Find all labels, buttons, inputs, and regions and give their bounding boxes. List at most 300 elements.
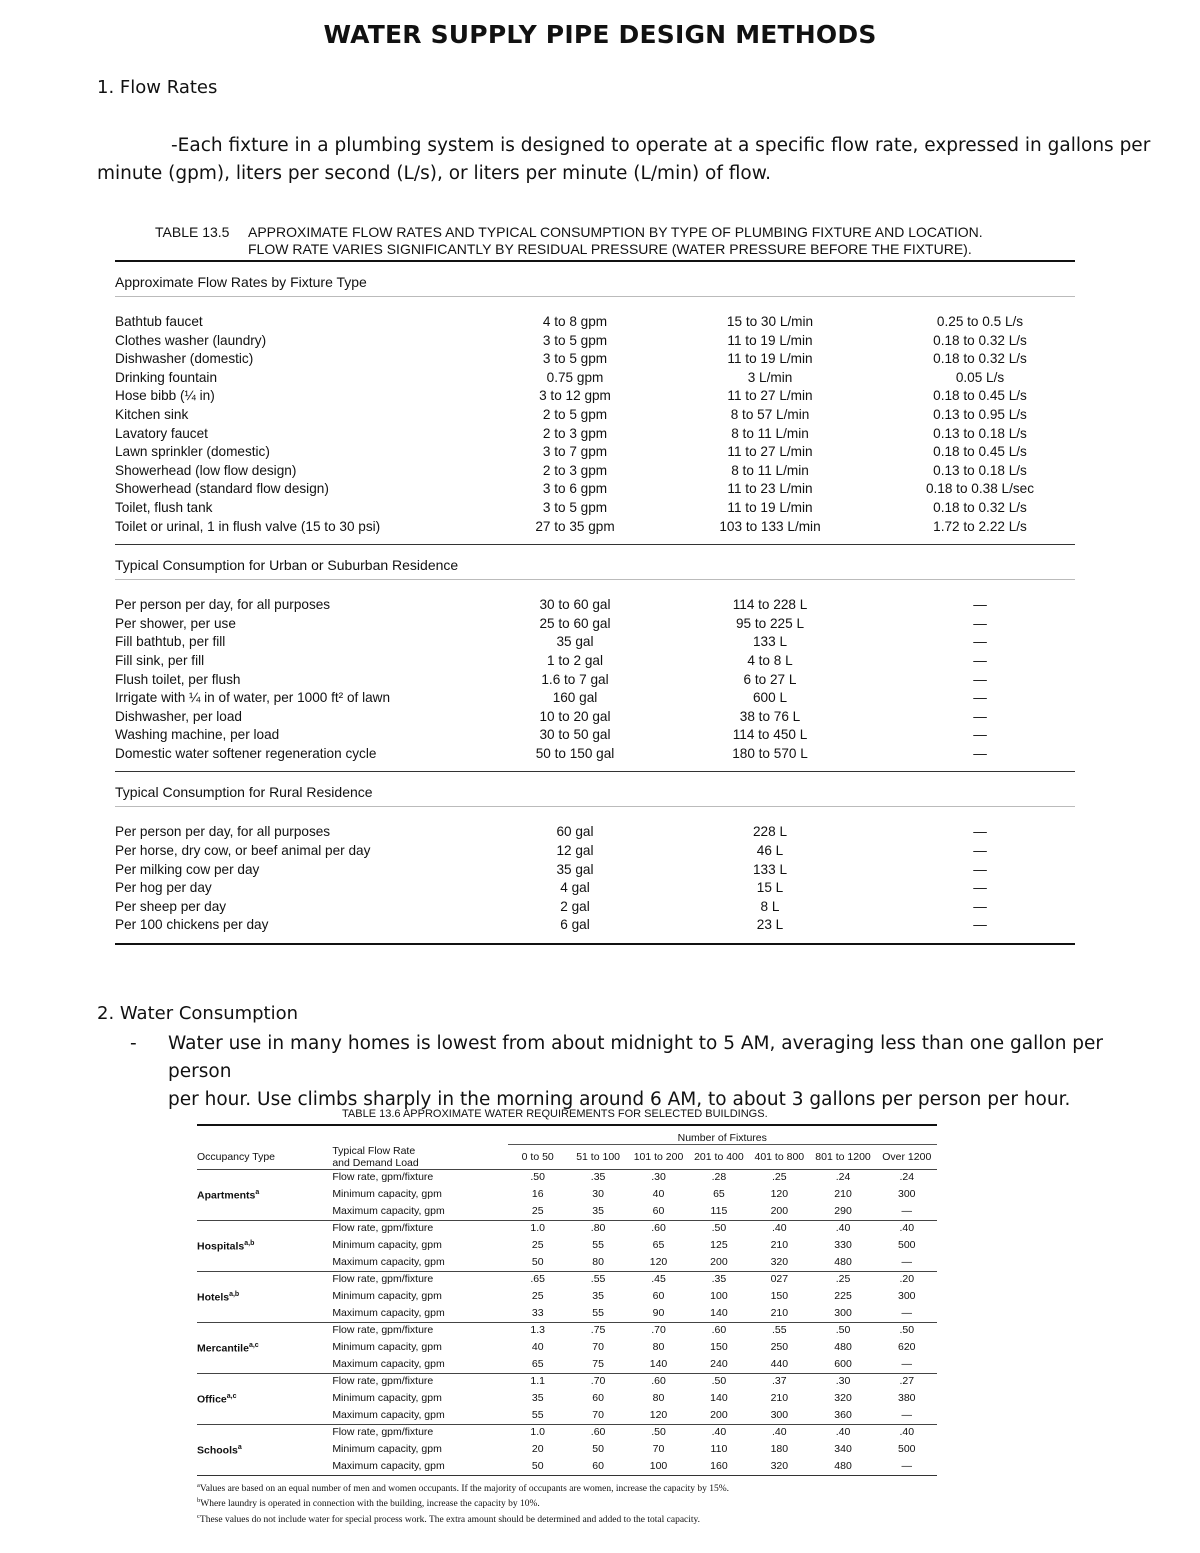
table-cell: 200 [710,1256,728,1268]
table-13-5-group-table [115,823,1075,935]
table-13-5 [115,222,1075,945]
table-row [197,1440,937,1459]
table-cell: 210 [834,1187,852,1200]
occupancy-type-empty [197,1306,332,1322]
table-cell: — [973,652,987,668]
table-row [197,1459,937,1475]
table-cell: — [973,615,987,631]
table-cell: .28 [689,1169,749,1185]
table-cell: 80 [592,1256,604,1268]
table-cell: 1.1 [508,1373,568,1389]
table-cell: 65 [652,1238,665,1251]
table-cell: 114 to 228 L [732,597,808,613]
table-cell: 30 to 50 gal [539,727,611,743]
table-cell: Per hog per day [115,880,212,896]
table-row [115,369,1075,388]
table-row [115,596,1075,615]
table-cell: 500 [898,1238,916,1251]
table-cell: 1.0 [508,1220,568,1236]
footnote-text: Where laundry is operated in connection with the building, increase the capacity by 10%. [200,1499,540,1510]
table-cell: 30 to 60 gal [539,597,611,613]
table-cell: 15 to 30 L/min [726,314,814,329]
table-cell: Irrigate with ¼ in of water, per 1000 ft² of lawn [115,690,391,706]
table-cell: .55 [749,1322,809,1338]
table-cell: Per sheep per day [115,898,227,914]
table-cell: Bathtub faucet [115,314,203,329]
table-13-5-caption [115,222,1075,260]
table-cell: 3 to 12 gpm [539,388,611,404]
table-cell: 55 [592,1307,604,1319]
table-cell: 480 [834,1340,852,1353]
table-cell: 120 [649,1409,668,1421]
table-cell: 140 [710,1391,728,1404]
table-cell: 11 to 19 L/min [727,351,813,367]
table-cell: .20 [877,1271,937,1287]
table-row [197,1389,937,1408]
table-cell: 50 [531,1256,544,1268]
footnote-mark: c [197,1512,200,1520]
table-cell: 70 [592,1409,604,1421]
table-cell: Toilet or urinal, 1 in flush valve (15 to 30 psi) [115,518,381,534]
table-cell: 33 [531,1307,544,1319]
section-2-paragraph [168,1030,1168,1114]
metric-label: Flow rate, gpm/fixture [332,1220,507,1236]
occupancy-type-empty [197,1424,332,1440]
table-row [115,332,1075,351]
table-cell: — [973,824,987,840]
metric-label: Minimum capacity, gpm [332,1187,442,1200]
footnote [197,1480,937,1496]
table-row [115,443,1075,462]
table-cell: 100 [649,1460,668,1472]
table-13-5-group-title: Typical Consumption for Urban or Suburban Residence [115,557,459,574]
table-cell: 100 [710,1289,728,1302]
table-row [197,1169,937,1185]
table-row [197,1322,937,1338]
occupancy-type [197,1236,332,1255]
table-cell: 35 gal [556,861,594,877]
table-cell: Clothes washer (laundry) [115,332,267,348]
table-cell: .80 [568,1220,628,1236]
table-cell: 15 L [756,880,784,896]
table-cell: Per milking cow per day [115,861,260,877]
table-cell: .40 [877,1220,937,1236]
table-cell: 11 to 27 L/min [727,388,813,404]
number-of-fixtures-header: Number of Fixtures [508,1126,938,1145]
metric-label: Maximum capacity, gpm [332,1409,445,1421]
table-cell: 55 [531,1409,544,1421]
occupancy-type-empty [197,1271,332,1287]
range-header: 401 to 800 [754,1150,805,1163]
table-cell: 10 to 20 gal [539,708,611,724]
table-cell: Per shower, per use [115,615,236,631]
table-cell: 0.18 to 0.32 L/s [933,351,1027,367]
table-row [197,1271,937,1287]
table-cell: Lavatory faucet [115,425,208,441]
table-cell: Domestic water softener regeneration cycle [115,745,377,761]
table-cell: 115 [710,1205,728,1217]
table-row [197,1357,937,1373]
table-cell: 12 gal [556,843,594,859]
table-row [197,1255,937,1271]
table-cell: .50 [508,1169,568,1185]
table-13-5-caption-line-1: APPROXIMATE FLOW RATES AND TYPICAL CONSUMPTION BY TYPE OF PLUMBING FIXTURE AND LOCATION. [248,224,983,240]
table-cell: 60 [652,1205,665,1217]
table-row [115,387,1075,406]
table-row [115,726,1075,745]
table-cell: 3 L/min [747,369,793,385]
table-cell: .35 [568,1169,628,1185]
table-row [115,480,1075,499]
section-2-paragraph-line-1: Water use in many homes is lowest from about midnight to 5 AM, averaging less than one gallon per person [168,1033,1104,1082]
table-cell: — [973,690,987,706]
table-cell: 3 to 5 gpm [542,499,608,515]
table-row [197,1373,937,1389]
section-2-bullet: - [130,1033,137,1054]
table-cell: 120 [770,1187,789,1200]
table-cell: 8 to 11 L/min [731,462,809,478]
range-header: Over 1200 [882,1150,932,1163]
table-cell: .40 [810,1220,877,1236]
metric-label: Maximum capacity, gpm [332,1460,445,1472]
table-cell: 8 L [760,898,780,914]
table-cell: .40 [749,1220,809,1236]
table-cell: 55 [592,1238,604,1251]
occupancy-name: Mercantile [197,1342,249,1355]
metric-label: Maximum capacity, gpm [332,1307,445,1319]
table-row [197,1338,937,1357]
table-cell: Fill bathtub, per fill [115,634,226,650]
table-13-5-caption-text [248,224,1048,258]
table-13-5-group-end-rule [115,943,1075,945]
occupancy-type-empty [197,1220,332,1236]
table-cell: 240 [710,1358,728,1370]
table-cell: .40 [810,1424,877,1440]
table-cell: 75 [592,1358,604,1370]
table-cell: .24 [810,1169,877,1185]
table-row [197,1236,937,1255]
table-row [197,1220,937,1236]
table-cell: Hose bibb (¼ in) [115,388,215,404]
table-cell: Per person per day, for all purposes [115,824,331,840]
table-cell: .70 [568,1373,628,1389]
table-cell: .65 [508,1271,568,1287]
table-cell: 210 [770,1307,789,1319]
table-cell: 0.18 to 0.45 L/s [933,388,1027,404]
table-cell: 50 [592,1442,604,1455]
table-row [115,745,1075,764]
table-cell: 4 to 8 L [747,652,793,668]
metric-label: Minimum capacity, gpm [332,1238,442,1251]
footnote [197,1511,937,1527]
table-cell: 80 [652,1340,665,1353]
table-cell: 1.72 to 2.22 L/s [933,518,1027,534]
table-cell: .40 [689,1424,749,1440]
table-cell: .40 [749,1424,809,1440]
table-row [115,313,1075,332]
table-cell: 23 L [756,917,784,933]
occupancy-type-header: Occupancy Type [197,1150,276,1163]
table-cell: 1.6 to 7 gal [541,671,609,687]
table-cell: 133 L [752,634,788,650]
table-cell: 114 to 450 L [732,727,808,743]
metric-label: Maximum capacity, gpm [332,1205,445,1217]
table-13-6 [197,1104,937,1526]
table-13-6-grid [197,1126,937,1475]
metric-label: Flow rate, gpm/fixture [332,1271,507,1287]
table-cell: Per 100 chickens per day [115,917,269,933]
footnote-mark: a,b [244,1240,255,1247]
table-cell: 40 [531,1340,544,1353]
occupancy-type [197,1287,332,1306]
table-cell: 180 to 570 L [732,745,808,761]
table-cell: 120 [649,1256,668,1268]
footnote-mark: a [197,1481,200,1489]
table-cell: 380 [898,1391,916,1404]
table-cell: 6 to 27 L [743,671,797,687]
table-cell: 125 [710,1238,728,1251]
table-cell: — [973,843,987,859]
table-13-5-group-title: Approximate Flow Rates by Fixture Type [115,274,367,290]
table-cell: .25 [810,1271,877,1287]
table-cell: 110 [710,1442,728,1455]
table-13-5-group-rule [115,806,1075,807]
table-cell: 8 to 57 L/min [730,406,810,422]
table-cell: .24 [877,1169,937,1185]
table-cell: 25 [531,1238,544,1251]
table-cell: .25 [749,1169,809,1185]
table-cell: 3 to 7 gpm [542,444,608,460]
table-cell: 1.0 [508,1424,568,1440]
table-cell: .45 [628,1271,688,1287]
metric-label: Minimum capacity, gpm [332,1391,442,1404]
table-cell: Toilet, flush tank [115,499,213,515]
footnote-mark: a [237,1444,242,1451]
table-cell: .55 [568,1271,628,1287]
table-cell: .60 [628,1373,688,1389]
occupancy-name: Hospitals [197,1240,245,1253]
occupancy-name: Schools [197,1444,238,1457]
table-cell: 65 [531,1358,544,1370]
occupancy-type [197,1338,332,1357]
table-cell: 320 [834,1391,852,1404]
table-13-6-bottom-rule [197,1475,937,1476]
table-row [115,425,1075,444]
table-cell: — [901,1409,913,1421]
table-cell: 20 [531,1442,544,1455]
metric-label: Minimum capacity, gpm [332,1289,442,1302]
table-cell: 60 [652,1289,665,1302]
table-row [115,916,1075,935]
table-13-6-caption: TABLE 13.6 APPROXIMATE WATER REQUIREMENTS FOR SELECTED BUILDINGS. [342,1108,768,1120]
table-cell: Fill sink, per fill [115,652,205,668]
table-cell: 40 [652,1187,665,1200]
occupancy-type [197,1389,332,1408]
table-row [115,652,1075,671]
table-cell: 330 [834,1238,852,1251]
table-row [197,1204,937,1220]
table-cell: 30 [592,1187,604,1200]
table-cell: .37 [749,1373,809,1389]
occupancy-type-empty [197,1408,332,1424]
table-cell: 11 to 19 L/min [727,332,813,348]
section-1-paragraph-line-2: minute (gpm), liters per second (L/s), or liters per minute (L/min) of flow. [97,163,772,184]
table-cell: 620 [898,1340,916,1353]
metric-label: Minimum capacity, gpm [332,1442,442,1455]
table-cell: 95 to 225 L [735,615,805,631]
table-cell: 225 [834,1289,852,1302]
table-cell: 0.25 to 0.5 L/s [936,314,1024,329]
table-cell: 0.13 to 0.95 L/s [933,406,1027,422]
table-cell: 500 [898,1442,916,1455]
metric-label: Minimum capacity, gpm [332,1340,442,1353]
table-13-5-caption-line-2: FLOW RATE VARIES SIGNIFICANTLY BY RESIDUAL PRESSURE (WATER PRESSURE BEFORE THE FIXTURE). [248,241,972,257]
table-cell: — [973,727,987,743]
table-cell: 300 [898,1289,916,1302]
table-cell: 300 [834,1307,852,1319]
table-cell: 11 to 23 L/min [727,481,813,497]
table-cell: 160 [710,1460,728,1472]
table-cell: Lawn sprinkler (domestic) [115,444,270,460]
table-cell: 2 to 5 gpm [542,406,608,422]
table-cell: 11 to 27 L/min [727,444,813,460]
page-title: WATER SUPPLY PIPE DESIGN METHODS [323,20,877,49]
table-cell: 25 [531,1205,544,1217]
table-cell: .75 [568,1322,628,1338]
table-cell: 60 gal [556,824,594,840]
table-row [115,406,1075,425]
table-cell: .50 [810,1322,877,1338]
table-cell: 140 [710,1307,728,1319]
table-13-5-group-rule [115,579,1075,580]
section-1-paragraph [97,132,1177,188]
table-cell: 35 [531,1391,544,1404]
table-row [197,1408,937,1424]
table-cell: Washing machine, per load [115,727,280,743]
occupancy-type-empty [197,1204,332,1220]
table-13-6-footnotes [197,1480,937,1527]
table-cell: — [973,708,987,724]
table-cell: 480 [834,1256,852,1268]
table-cell: — [901,1307,913,1319]
table-cell: — [901,1460,913,1472]
table-cell: — [973,597,987,613]
table-cell: Flush toilet, per flush [115,671,241,687]
table-cell: 38 to 76 L [739,708,801,724]
footnote-mark: a,b [229,1291,240,1298]
table-cell: .60 [628,1220,688,1236]
table-cell: 200 [710,1409,728,1421]
table-cell: 210 [770,1391,789,1404]
table-13-5-number: TABLE 13.5 [155,224,230,240]
metric-label: Flow rate, gpm/fixture [332,1373,507,1389]
table-cell: 70 [592,1340,604,1353]
table-cell: 027 [749,1271,809,1287]
table-cell: .60 [689,1322,749,1338]
metric-label: Maximum capacity, gpm [332,1256,445,1268]
metric-label: Flow rate, gpm/fixture [332,1322,507,1338]
table-cell: 300 [898,1187,916,1200]
table-cell: 2 gal [560,898,590,914]
table-cell: 140 [649,1358,668,1370]
table-cell: 320 [770,1460,789,1472]
section-2-heading: 2. Water Consumption [97,1003,299,1024]
table-cell: Showerhead (low flow design) [115,462,297,478]
occupancy-type-empty [197,1373,332,1389]
range-header: 51 to 100 [576,1150,620,1163]
table-cell: 0.13 to 0.18 L/s [933,462,1027,478]
table-cell: .50 [689,1220,749,1236]
flow-rate-header [332,1145,507,1170]
table-cell: — [901,1205,913,1217]
table-cell: .30 [628,1169,688,1185]
flow-rate-header-line-1: Typical Flow Rate [332,1144,416,1157]
table-cell: 65 [713,1187,725,1200]
table-cell: .30 [810,1373,877,1389]
occupancy-name: Hotels [197,1291,230,1304]
table-cell: 150 [710,1340,728,1353]
table-cell: 3 to 5 gpm [542,332,608,348]
occupancy-name: Office [197,1393,227,1406]
table-row [115,518,1075,537]
table-cell: 290 [834,1205,852,1217]
table-row [197,1424,937,1440]
table-cell: 27 to 35 gpm [535,518,615,534]
table-cell: 60 [592,1460,604,1472]
table-row [115,708,1075,727]
table-cell: 300 [770,1409,789,1421]
table-cell: 0.18 to 0.32 L/s [933,332,1027,348]
table-cell: 80 [652,1391,665,1404]
table-cell: .35 [689,1271,749,1287]
table-13-5-group-table [115,313,1075,536]
table-cell: 2 to 3 gpm [542,462,608,478]
table-13-5-group-table [115,596,1075,763]
range-header: 0 to 50 [521,1150,554,1163]
table-cell: Showerhead (standard flow design) [115,481,329,497]
table-row [115,879,1075,898]
table-cell: .27 [877,1373,937,1389]
table-row [115,842,1075,861]
metric-label: Flow rate, gpm/fixture [332,1424,507,1440]
table-cell: 3 to 5 gpm [542,351,608,367]
table-cell: — [973,861,987,877]
table-cell: 600 L [752,690,788,706]
table-13-5-body [115,262,1075,945]
table-cell: 6 gal [560,917,590,933]
table-cell: 2 to 3 gpm [542,425,608,441]
table-cell: — [973,634,987,650]
table-cell: 200 [770,1205,789,1217]
table-cell: 70 [652,1442,665,1455]
table-cell: 360 [834,1409,852,1421]
footnote-mark: a,c [248,1342,259,1349]
table-cell: .60 [568,1424,628,1440]
table-13-6-body [197,1169,937,1475]
table-13-5-group-rule [115,296,1075,297]
table-cell: 150 [770,1289,789,1302]
table-cell: — [973,898,987,914]
table-cell: 50 to 150 gal [535,745,615,761]
table-cell: — [901,1358,913,1370]
footnote [197,1495,937,1511]
table-cell: 210 [770,1238,789,1251]
table-cell: 46 L [756,843,784,859]
footnote-mark: a,c [226,1393,237,1400]
table-cell: 0.18 to 0.38 L/sec [925,481,1035,497]
table-cell: 60 [592,1391,604,1404]
table-cell: 440 [770,1358,789,1370]
